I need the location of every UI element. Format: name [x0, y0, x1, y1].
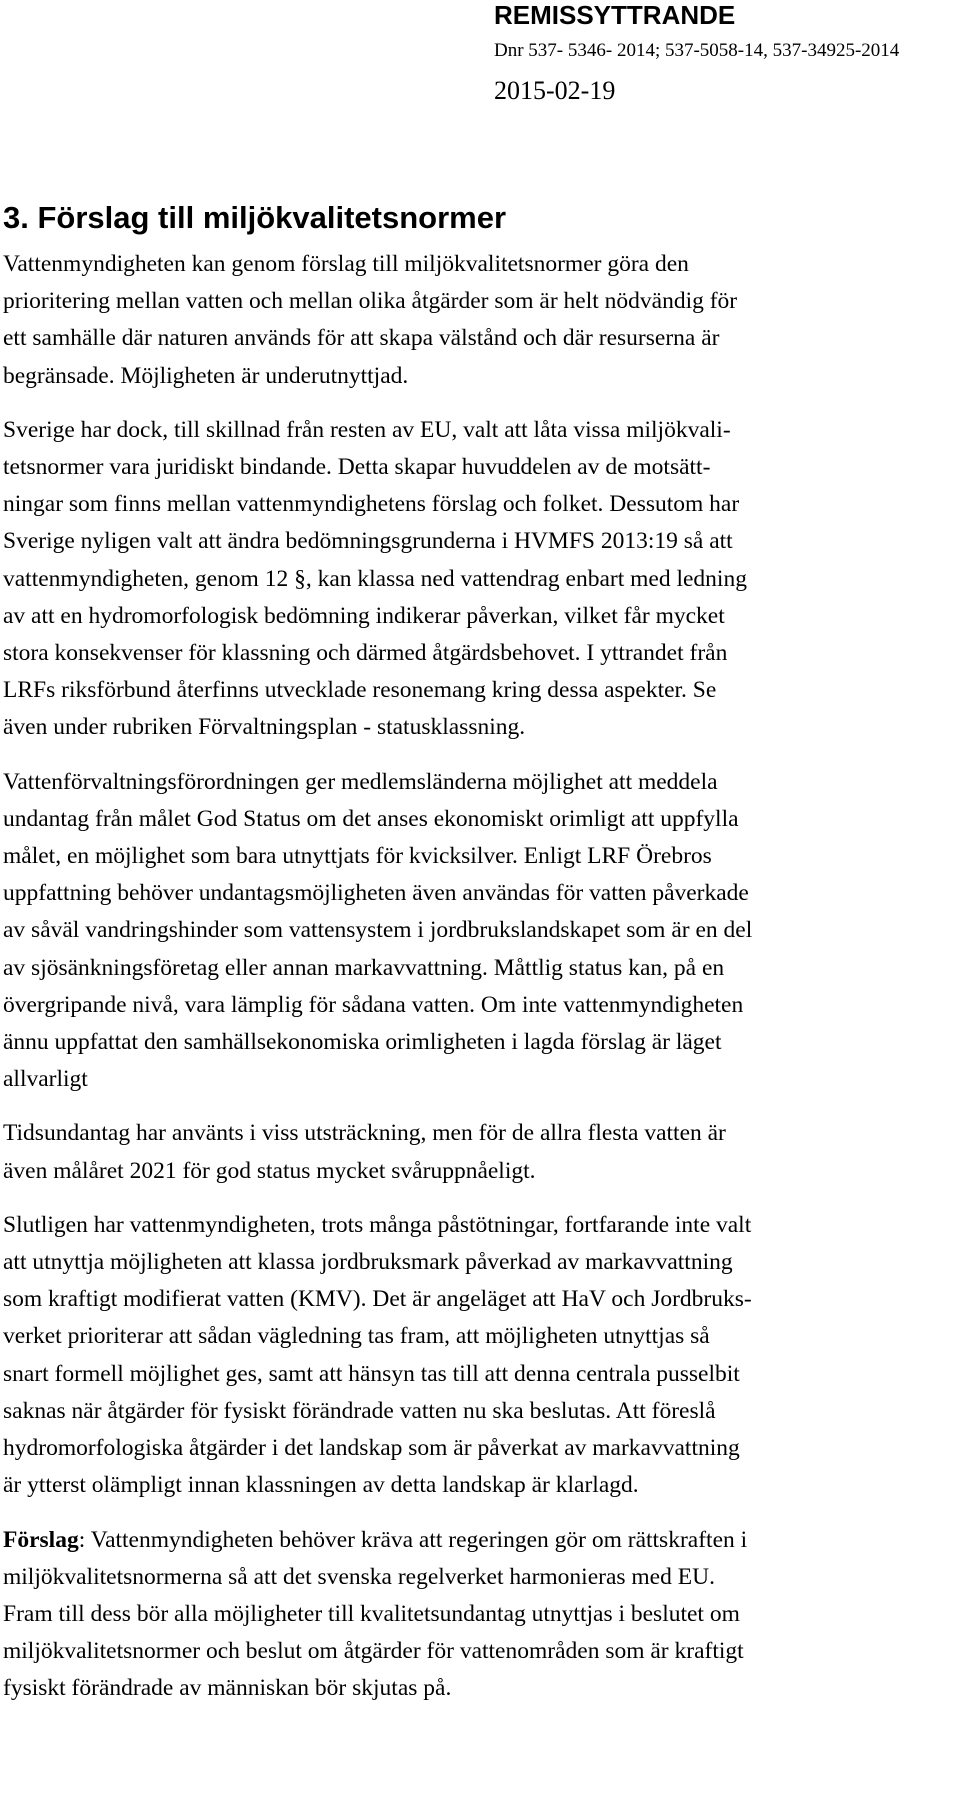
text-line: Slutligen har vattenmyndigheten, trots många påstötningar, fortfarande inte valt [3, 1211, 752, 1238]
text-line: uppfattning behöver undantagsmöjligheten även användas för vatten påverkade [3, 880, 749, 907]
text-line: övergripande nivå, vara lämplig för sådana vatten. Om inte vattenmyndigheten [3, 991, 744, 1018]
text-line: allvarligt [3, 1066, 88, 1093]
paragraph-undantag [3, 764, 919, 1099]
text-line: begränsade. Möjligheten är underutnyttjad. [3, 362, 409, 389]
text-line: snart formell möjlighet ges, samt att hänsyn tas till att denna centrala pusselbit [3, 1360, 740, 1387]
text-line: miljökvalitetsnormer och beslut om åtgärder för vattenområden som är kraftigt [3, 1638, 744, 1665]
paragraph-kmv [3, 1207, 919, 1505]
proposal-text: : Vattenmyndigheten behöver kräva att regeringen gör om rättskraften i [78, 1526, 748, 1553]
proposal-label: Förslag [3, 1526, 79, 1553]
text-line: stora konsekvenser för klassning och därmed åtgärdsbehovet. I yttrandet från [3, 640, 728, 667]
text-line: av sjösänkningsföretag eller annan markavvattning. Måttlig status kan, på en [3, 954, 725, 981]
text-line: LRFs riksförbund återfinns utvecklade resonemang kring dessa aspekter. Se [3, 677, 717, 704]
text-line: tetsnormer vara juridiskt bindande. Detta skapar huvuddelen av de motsätt- [3, 454, 711, 481]
text-line: att utnyttja möjligheten att klassa jordbruksmark påverkad av markavvattning [3, 1249, 733, 1276]
text-line: som kraftigt modifierat vatten (KMV). Det är angeläget att HaV och Jordbruks- [3, 1286, 752, 1313]
paragraph-forslag [3, 1522, 919, 1708]
paragraph-juridiskt-bindande [3, 412, 919, 747]
registration-number: Dnr 537- 5346- 2014; 537-5058-14, 537-34925-2014 [494, 40, 900, 61]
text-line: vattenmyndigheten, genom 12 §, kan klassa ned vattendrag enbart med ledning [3, 565, 747, 592]
text-line: Vattenförvaltningsförordningen ger medlemsländerna möjlighet att meddela [3, 768, 718, 795]
text-line: ett samhälle där naturen används för att skapa välstånd och där resurserna är [3, 325, 720, 352]
text-line: Sverige har dock, till skillnad från resten av EU, valt att låta vissa miljökvali- [3, 416, 731, 443]
paragraph-tidsundantag [3, 1115, 919, 1189]
document-date: 2015-02-19 [494, 76, 616, 105]
text-line: ningar som finns mellan vattenmyndighetens förslag och folket. Dessutom har [3, 491, 740, 518]
text-line: hydromorfologiska åtgärder i det landskap som är påverkat av markavvattning [3, 1435, 740, 1462]
text-line: även under rubriken Förvaltningsplan - statusklassning. [3, 714, 526, 741]
text-line: Tidsundantag har använts i viss utsträckning, men för de allra flesta vatten är [3, 1120, 726, 1147]
text-line: är ytterst olämpligt innan klassningen av detta landskap är klarlagd. [3, 1472, 639, 1499]
text-line: även målåret 2021 för god status mycket svåruppnåeligt. [3, 1157, 536, 1184]
text-line [3, 1522, 919, 1559]
section-heading: 3. Förslag till miljökvalitetsnormer [3, 200, 507, 235]
text-line: målet, en möjlighet som bara utnyttjats för kvicksilver. Enligt LRF Örebros [3, 843, 712, 870]
text-line: prioritering mellan vatten och mellan olika åtgärder som är helt nödvändig för [3, 288, 738, 315]
document-type-title: REMISSYTTRANDE [494, 0, 736, 30]
paragraph-mkn-prioritering [3, 246, 919, 395]
text-line: av såväl vandringshinder som vattensystem i jordbrukslandskapet som är en del [3, 917, 753, 944]
text-line: Vattenmyndigheten kan genom förslag till miljökvalitetsnormer göra den [3, 251, 689, 277]
text-line: av att en hydromorfologisk bedömning indikerar påverkan, vilket får mycket [3, 602, 725, 629]
document-body [3, 198, 919, 1714]
text-line: ännu uppfattat den samhällsekonomiska orimligheten i lagda förslag är läget [3, 1029, 722, 1056]
text-line: fysiskt förändrade av människan bör skjutas på. [3, 1675, 452, 1702]
text-line: Fram till dess bör alla möjligheter till kvalitetsundantag utnyttjas i beslutet om [3, 1600, 740, 1627]
text-line: verket prioriterar att sådan vägledning tas fram, att möjligheten utnyttjas så [3, 1323, 710, 1350]
text-line: saknas när åtgärder för fysiskt förändrade vatten nu ska beslutas. Att föreslå [3, 1397, 716, 1424]
text-line: undantag från målet God Status om det anses ekonomiskt orimligt att uppfylla [3, 805, 739, 832]
text-line: Sverige nyligen valt att ändra bedömningsgrunderna i HVMFS 2013:19 så att [3, 528, 733, 555]
document-header [494, 0, 954, 106]
text-line: miljökvalitetsnormerna så att det svenska regelverket harmonieras med EU. [3, 1563, 715, 1590]
